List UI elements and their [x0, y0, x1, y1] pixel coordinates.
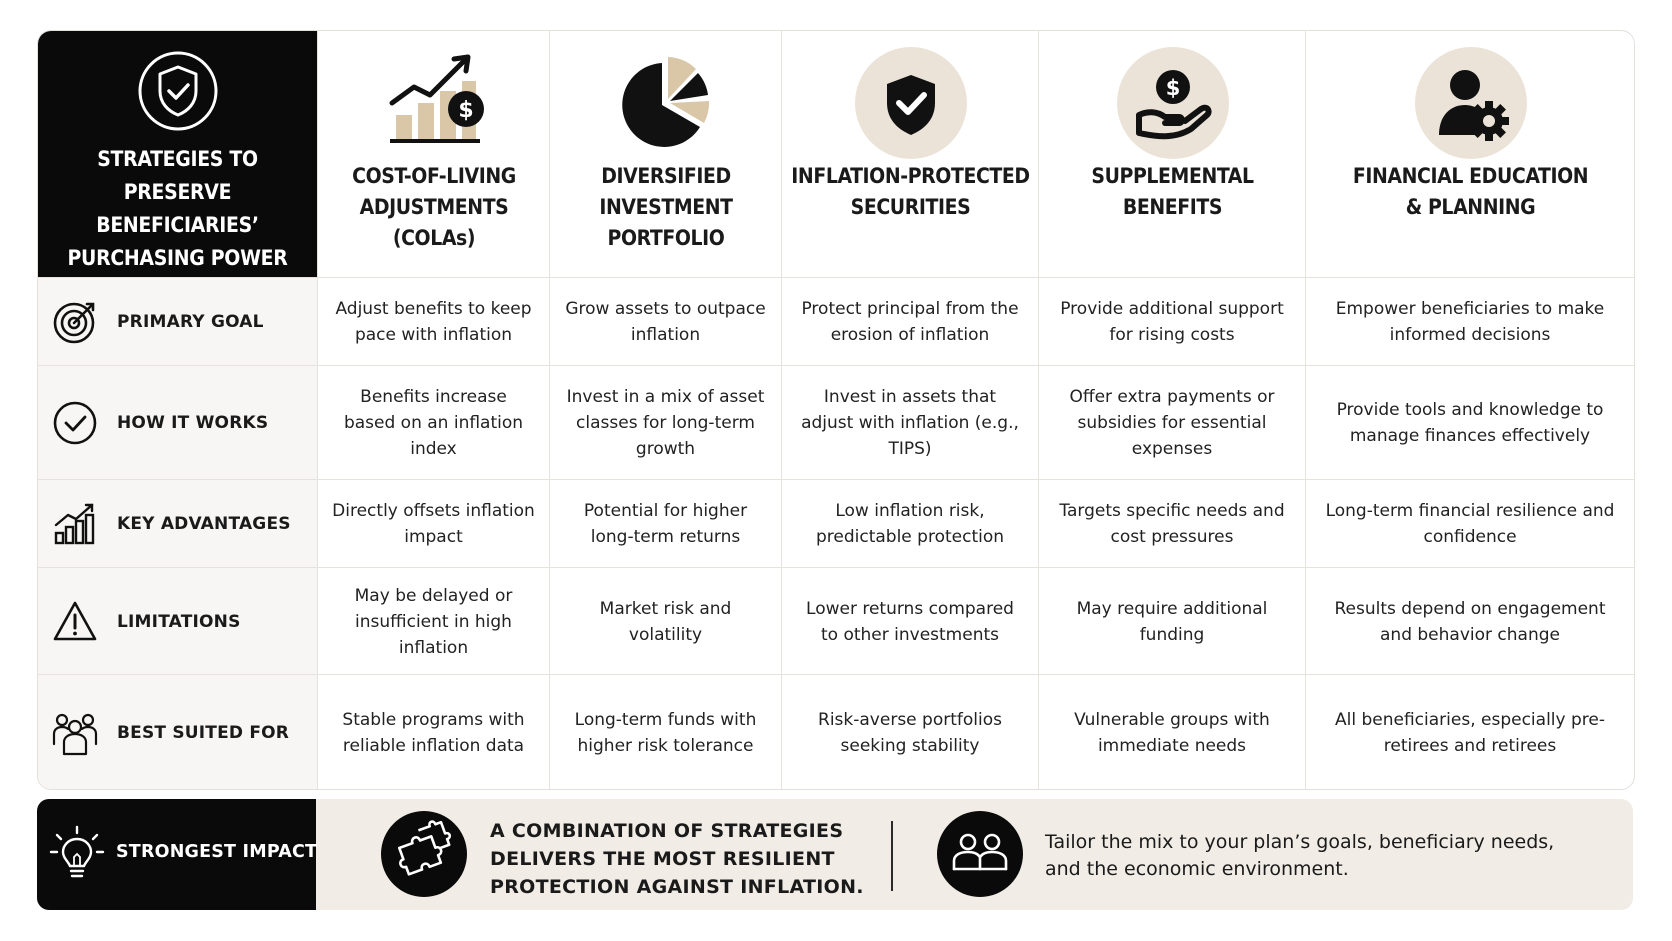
strongest-impact-banner — [37, 799, 1633, 910]
row-header — [38, 568, 317, 675]
table-cell: Directly offsets inflation impact — [317, 480, 549, 568]
table-cell: Long-term financial resilience and confidence — [1305, 480, 1634, 568]
table-row-how-it-works — [38, 365, 1634, 480]
table-row-best-suited-for — [38, 674, 1634, 790]
banner-message: A COMBINATION OF STRATEGIES DELIVERS THE MOST RESILIENT PROTECTION AGAINST INFLATION. — [490, 820, 864, 898]
lightbulb-icon — [49, 825, 105, 885]
table-row-key-advantages — [38, 479, 1634, 568]
row-header — [38, 278, 317, 366]
table-cell: Protect principal from the erosion of inflation — [781, 278, 1038, 366]
banner-label: STRONGEST IMPACT — [116, 842, 318, 862]
table-title-cell — [38, 31, 317, 277]
row-header — [38, 675, 317, 790]
table-cell: Results depend on engagement and behavior change — [1305, 568, 1634, 675]
table-cell: Invest in a mix of asset classes for long-term growth — [549, 366, 781, 480]
table-cell: May require additional funding — [1038, 568, 1305, 675]
table-cell: Stable programs with reliable inflation data — [317, 675, 549, 790]
check-circle-icon — [52, 400, 98, 446]
table-cell: May be delayed or insufficient in high inflation — [317, 568, 549, 675]
table-cell: Long-term funds with higher risk tolerance — [549, 675, 781, 790]
table-cell: Vulnerable groups with immediate needs — [1038, 675, 1305, 790]
column-header-colas — [317, 31, 550, 277]
table-cell: Provide additional support for rising costs — [1038, 278, 1305, 366]
column-header-education — [1305, 31, 1635, 277]
table-row-primary-goal — [38, 277, 1634, 366]
svg-text:$: $ — [1165, 76, 1180, 100]
row-header — [38, 366, 317, 480]
people-icon — [937, 811, 1023, 897]
shield-check-icon — [136, 49, 220, 133]
puzzle-icon — [381, 811, 467, 897]
table-cell: Adjust benefits to keep pace with inflation — [317, 278, 549, 366]
table-cell: Risk-averse portfolios seeking stability — [781, 675, 1038, 790]
row-label: LIMITATIONS — [117, 611, 241, 632]
table-row-limitations — [38, 567, 1634, 675]
shield-check-icon — [851, 41, 971, 161]
table-cell: Potential for higher long-term returns — [549, 480, 781, 568]
growth-chart-icon — [52, 501, 98, 547]
table-cell: Low inflation risk, predictable protection — [781, 480, 1038, 568]
column-label: DIVERSIFIED INVESTMENT PORTFOLIO — [599, 164, 733, 250]
warning-icon — [52, 599, 98, 645]
person-gear-icon — [1411, 41, 1531, 161]
rising-bars-dollar-icon — [374, 41, 494, 161]
table-cell: Targets specific needs and cost pressures — [1038, 480, 1305, 568]
table-cell: Offer extra payments or subsidies for essential expenses — [1038, 366, 1305, 480]
group-icon — [52, 710, 98, 756]
banner-header — [37, 799, 316, 910]
column-header-diversified — [549, 31, 782, 277]
row-label: KEY ADVANTAGES — [117, 514, 291, 534]
row-header — [38, 480, 317, 568]
row-label: BEST SUITED FOR — [117, 722, 290, 743]
column-label: SUPPLEMENTAL BENEFITS — [1091, 164, 1254, 219]
svg-text:$: $ — [458, 98, 474, 123]
column-header-supplemental — [1038, 31, 1306, 277]
column-label: COST-OF-LIVING ADJUSTMENTS (COLAs) — [352, 164, 516, 250]
table-cell: Benefits increase based on an inflation index — [317, 366, 549, 480]
table-title: STRATEGIES TO PRESERVE BENEFICIARIES’ PURCHASING POWER — [67, 147, 288, 270]
table-cell: Provide tools and knowledge to manage finances effectively — [1305, 366, 1634, 480]
banner-advice: Tailor the mix to your plan’s goals, beneficiary needs, and the economic environment. — [1045, 831, 1555, 880]
column-header-inflation-protected — [781, 31, 1039, 277]
pie-chart-icon — [606, 41, 726, 161]
table-cell: Empower beneficiaries to make informed decisions — [1305, 278, 1634, 366]
table-cell: Market risk and volatility — [549, 568, 781, 675]
table-cell: All beneficiaries, especially pre-retirees and retirees — [1305, 675, 1634, 790]
table-cell: Invest in assets that adjust with inflation (e.g., TIPS) — [781, 366, 1038, 480]
hand-dollar-icon — [1113, 41, 1233, 161]
target-icon — [52, 299, 98, 345]
row-label: HOW IT WORKS — [117, 413, 269, 433]
banner-divider — [891, 821, 893, 891]
row-label: PRIMARY GOAL — [117, 312, 264, 332]
table-cell: Lower returns compared to other investments — [781, 568, 1038, 675]
column-label: INFLATION-PROTECTED SECURITIES — [791, 164, 1030, 219]
column-label: FINANCIAL EDUCATION & PLANNING — [1352, 164, 1589, 219]
table-cell: Grow assets to outpace inflation — [549, 278, 781, 366]
comparison-table — [37, 30, 1635, 790]
